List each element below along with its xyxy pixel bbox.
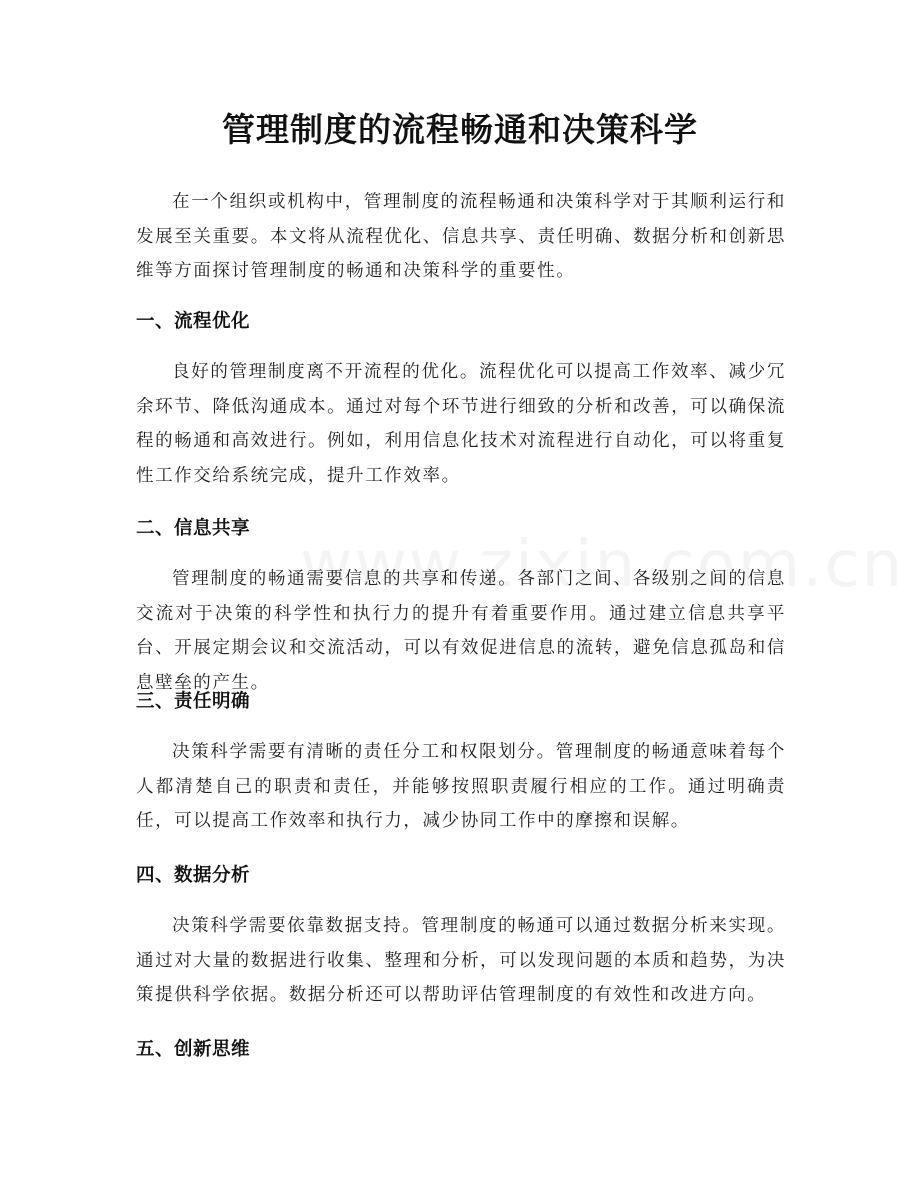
section-body-3: 决策科学需要有清晰的责任分工和权限划分。管理制度的畅通意味着每个人都清楚自己的职责和责任，并能够按照职责履行相应的工作。通过明确责任，可以提高工作效率和执行力，减少协同工作中的摩擦和误解。 [136, 742, 786, 832]
document-title: 管理制度的流程畅通和决策科学 [222, 110, 698, 149]
section-body-2: 管理制度的畅通需要信息的共享和传递。各部门之间、各级别之间的信息交流对于决策的科学性和执行力的提升有着重要作用。通过建立信息共享平台、开展定期会议和交流活动，可以有效促进信息的流转，避免信息孤岛和信息壁垒的产生。 [136, 569, 786, 693]
section-heading-4: 四、数据分析 [136, 865, 251, 886]
intro-paragraph: 在一个组织或机构中，管理制度的流程畅通和决策科学对于其顺利运行和发展至关重要。本文将从流程优化、信息共享、责任明确、数据分析和创新思维等方面探讨管理制度的畅通和决策科学的重要性。 [136, 192, 786, 282]
section-heading-2: 二、信息共享 [136, 518, 251, 539]
section-body-1: 良好的管理制度离不开流程的优化。流程优化可以提高工作效率、减少冗余环节、降低沟通成本。通过对每个环节进行细致的分析和改善，可以确保流程的畅通和高效进行。例如，利用信息化技术对流程进行自动化，可以将重复性工作交给系统完成，提升工作效率。 [136, 362, 786, 486]
section-heading-3: 三、责任明确 [136, 691, 251, 712]
section-heading-1: 一、流程优化 [136, 311, 251, 332]
section-body-4: 决策科学需要依靠数据支持。管理制度的畅通可以通过数据分析来实现。通过对大量的数据进行收集、整理和分析，可以发现问题的本质和趋势，为决策提供科学依据。数据分析还可以帮助评估管理制度的有效性和改进方向。 [136, 916, 786, 1006]
section-heading-5: 五、创新思维 [136, 1039, 251, 1060]
